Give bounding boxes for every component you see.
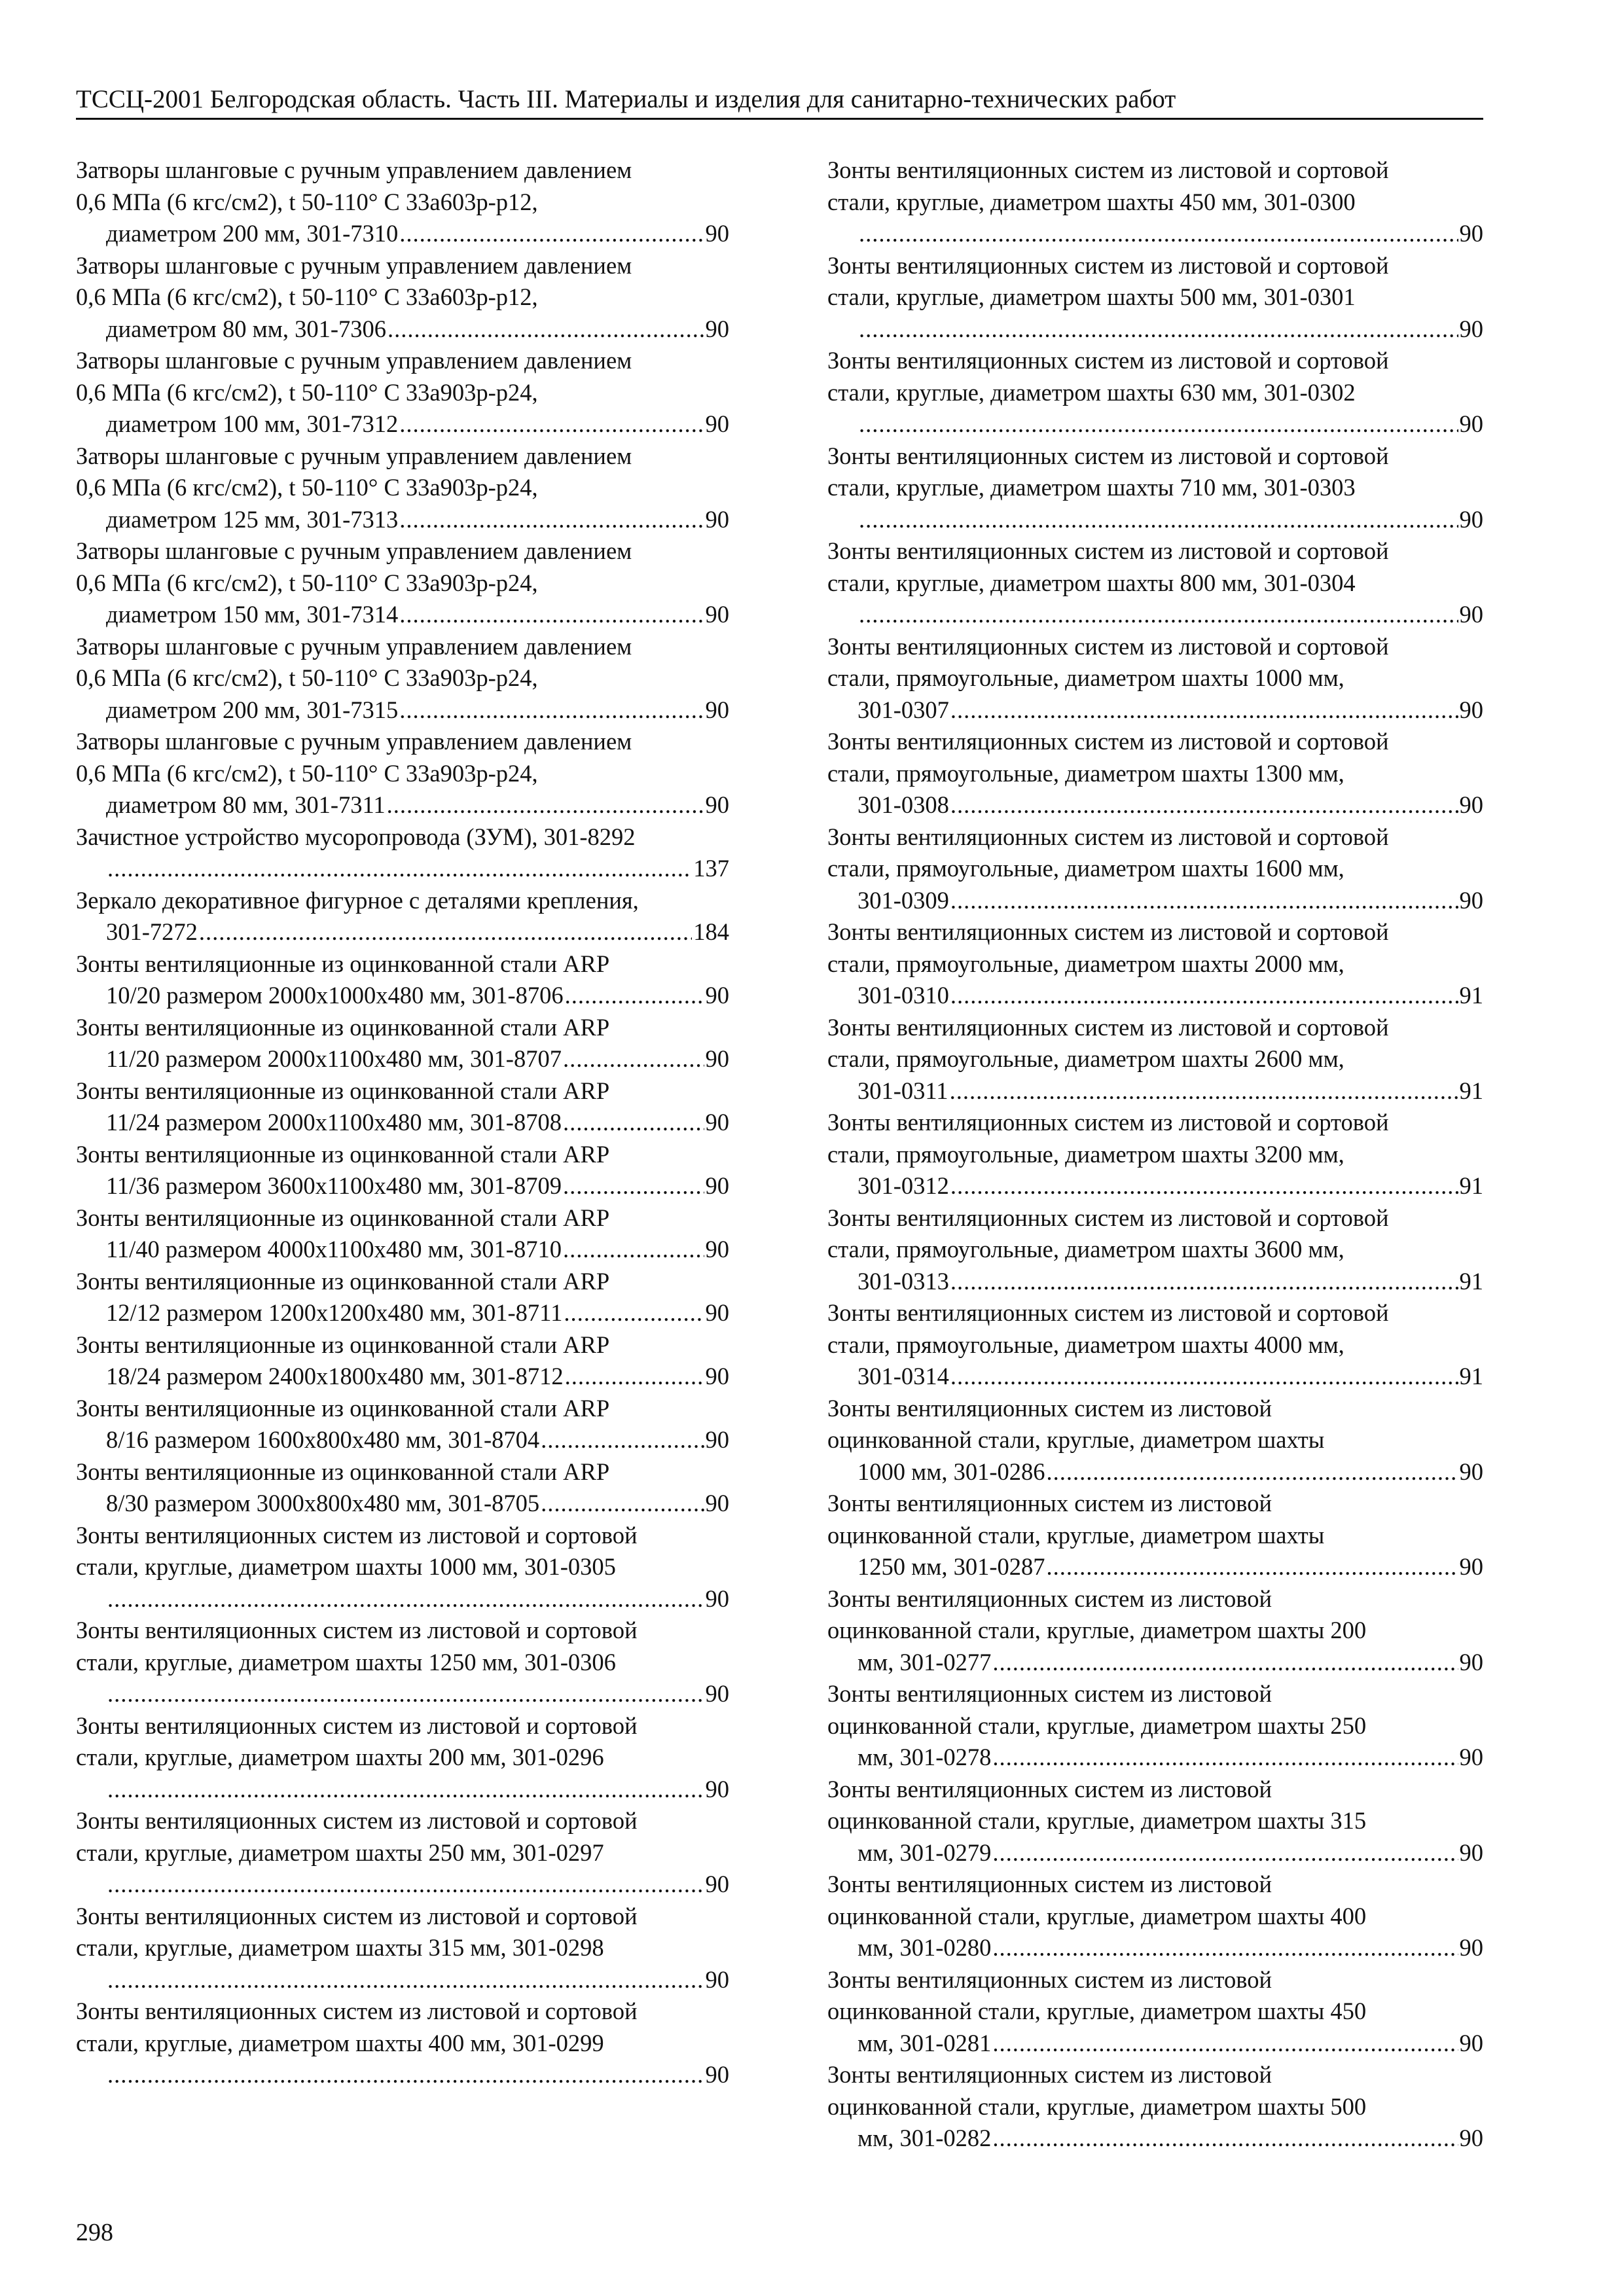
entry-page-ref: 90	[705, 982, 729, 1009]
entry-text-line: оцинкованной стали, круглые, диаметром шахты 400	[827, 1902, 1367, 1929]
dot-leader	[992, 2123, 1458, 2155]
entry-page-ref: 90	[1459, 1839, 1483, 1866]
entry-tail-line	[857, 1170, 1483, 1202]
entry-text-line: стали, прямоугольные, диаметром шахты 1000 мм,	[827, 664, 1344, 691]
entry-page-ref: 90	[705, 791, 729, 818]
entry-text-line: Зеркало декоративное фигурное с деталями крепления,	[76, 886, 639, 914]
entry-text-line: Зонты вентиляционные из оцинкованной стали ARP	[76, 1204, 610, 1231]
entry-tail-line	[106, 1107, 729, 1139]
entry-text-line: Зонты вентиляционные из оцинкованной стали ARP	[76, 1267, 610, 1295]
index-column-left	[76, 154, 729, 2091]
entry-tail-text: 8/30 размером 3000x800x480 мм, 301-8705	[106, 1490, 540, 1516]
entry-tail-line	[106, 1583, 729, 1615]
entry-page-ref: 91	[1459, 1172, 1483, 1199]
dot-leader	[859, 504, 1458, 536]
dot-leader	[992, 1647, 1458, 1679]
index-entry	[76, 1202, 729, 1266]
entry-page-ref: 137	[693, 855, 729, 882]
entry-text-line: 0,6 МПа (6 кгс/см2), t 50-110° С 33а903р-р24,	[76, 759, 538, 787]
dot-leader	[199, 916, 692, 948]
entry-text-line: Зонты вентиляционные из оцинкованной стали ARP	[76, 1013, 610, 1041]
dot-leader	[950, 1266, 1458, 1298]
index-entry	[76, 1996, 729, 2091]
dot-leader	[992, 1837, 1458, 1869]
entry-page-ref: 90	[705, 220, 729, 247]
dot-leader	[1046, 1456, 1458, 1488]
entry-tail-line	[857, 2123, 1483, 2155]
entry-page-ref: 90	[1459, 886, 1483, 914]
entry-page-ref: 90	[705, 1680, 729, 1707]
entry-page-ref: 90	[1459, 791, 1483, 818]
entry-tail-text: 301-0309	[857, 886, 949, 914]
entry-tail-text: 301-0314	[857, 1363, 949, 1390]
entry-page-ref: 91	[1459, 1363, 1483, 1390]
entry-text-line: Зонты вентиляционных систем из листовой и сортовой	[76, 1807, 638, 1834]
entry-text-line: стали, круглые, диаметром шахты 315 мм, 301-0298	[76, 1934, 604, 1961]
dot-leader	[399, 599, 704, 631]
entry-text-line: Зонты вентиляционных систем из листовой и сортовой	[827, 537, 1389, 564]
dot-leader	[563, 1043, 704, 1075]
entry-text-line: Зонты вентиляционных систем из листовой и сортовой	[827, 1013, 1389, 1041]
dot-leader	[388, 314, 704, 346]
entry-tail-line	[106, 1234, 729, 1266]
entry-tail-line	[857, 1456, 1483, 1488]
dot-leader	[107, 1964, 704, 1996]
entry-tail-line	[857, 789, 1483, 821]
dot-leader	[992, 2028, 1458, 2060]
dot-leader	[950, 885, 1458, 917]
entry-page-ref: 90	[1459, 410, 1483, 437]
entry-page-ref: 90	[705, 1426, 729, 1453]
entry-text-line: Зонты вентиляционные из оцинкованной стали ARP	[76, 1458, 610, 1485]
entry-text-line: 0,6 МПа (6 кгс/см2), t 50-110° С 33а603р-р12,	[76, 283, 538, 310]
index-entry	[76, 250, 729, 346]
entry-text-line: Зонты вентиляционные из оцинкованной стали ARP	[76, 1394, 610, 1422]
index-column-right	[827, 154, 1483, 2155]
entry-tail-line	[106, 789, 729, 821]
entry-text-line: Зонты вентиляционные из оцинкованной стали ARP	[76, 1140, 610, 1168]
entry-text-line: оцинкованной стали, круглые, диаметром шахты 500	[827, 2092, 1367, 2120]
entry-text-line: оцинкованной стали, круглые, диаметром шахты 250	[827, 1712, 1367, 1739]
entry-tail-text: 1000 мм, 301-0286	[857, 1458, 1045, 1485]
entry-text-line: стали, круглые, диаметром шахты 400 мм, 301-0299	[76, 2029, 604, 2056]
entry-text-line: Зонты вентиляционных систем из листовой и сортовой	[827, 632, 1389, 660]
entry-page-ref: 90	[705, 601, 729, 628]
dot-leader	[387, 789, 704, 821]
entry-tail-line	[106, 694, 729, 726]
entry-tail-text: 301-0311	[857, 1077, 948, 1104]
entry-tail-text: 1250 мм, 301-0287	[857, 1553, 1045, 1580]
entry-text-line: стали, круглые, диаметром шахты 200 мм, 301-0296	[76, 1744, 604, 1770]
entry-text-line: 0,6 МПа (6 кгс/см2), t 50-110° С 33а903р-р24,	[76, 474, 538, 501]
index-entry	[827, 1297, 1483, 1393]
entry-tail-line	[106, 980, 729, 1012]
entry-text-line: оцинкованной стали, круглые, диаметром шахты 450	[827, 1998, 1367, 2024]
entry-page-ref: 91	[1459, 1077, 1483, 1104]
running-header: ТССЦ-2001 Белгородская область. Часть III. Материалы и изделия для санитарно-технических работ	[76, 84, 1483, 120]
index-entry	[76, 1393, 729, 1456]
dot-leader	[107, 1583, 704, 1615]
entry-tail-text: 10/20 размером 2000x1000x480 мм, 301-8706	[106, 982, 564, 1009]
dot-leader	[399, 694, 704, 726]
entry-tail-line	[857, 1266, 1483, 1298]
entry-text-line: Зонты вентиляционных систем из листовой	[827, 2061, 1272, 2088]
index-entry	[76, 535, 729, 631]
entry-text-line: стали, прямоугольные, диаметром шахты 3600 мм,	[827, 1236, 1344, 1263]
index-entry	[76, 1456, 729, 1520]
entry-page-ref: 90	[1459, 315, 1483, 342]
entry-tail-line	[106, 1678, 729, 1710]
entry-text-line: стали, круглые, диаметром шахты 500 мм, 301-0301	[827, 283, 1356, 310]
dot-leader	[859, 599, 1458, 631]
entry-tail-line	[857, 885, 1483, 917]
entry-tail-line	[106, 1488, 729, 1520]
entry-text-line: Зонты вентиляционных систем из листовой и сортовой	[827, 442, 1389, 469]
entry-text-line: оцинкованной стали, круглые, диаметром шахты 315	[827, 1807, 1367, 1834]
entry-page-ref: 90	[705, 1775, 729, 1803]
index-entry	[827, 631, 1483, 726]
entry-page-ref: 90	[705, 410, 729, 437]
index-entry	[76, 1710, 729, 1806]
entry-tail-line	[857, 1742, 1483, 1774]
entry-text-line: Зонты вентиляционных систем из листовой и сортовой	[76, 1998, 638, 2024]
dot-leader	[399, 408, 704, 440]
dot-leader	[563, 1170, 704, 1202]
entry-text-line: Зонты вентиляционных систем из листовой и сортовой	[827, 347, 1389, 374]
index-entry	[827, 2059, 1483, 2155]
entry-page-ref: 90	[1459, 2125, 1483, 2151]
entry-tail-line	[106, 218, 729, 250]
entry-text-line: Зонты вентиляционных систем из листовой	[827, 1680, 1272, 1707]
entry-tail-line	[106, 408, 729, 440]
entry-text-line: 0,6 МПа (6 кгс/см2), t 50-110° С 33а903р-р24,	[76, 378, 538, 406]
entry-text-line: 0,6 МПа (6 кгс/см2), t 50-110° С 33а903р-р24,	[76, 664, 538, 691]
entry-text-line: Зонты вентиляционных систем из листовой и сортовой	[827, 823, 1389, 850]
index-entry	[827, 1488, 1483, 1583]
entry-text-line: Зонты вентиляционных систем из листовой	[827, 1871, 1272, 1897]
index-entry	[827, 440, 1483, 536]
entry-tail-text: мм, 301-0278	[857, 1744, 992, 1770]
entry-text-line: стали, круглые, диаметром шахты 800 мм, 301-0304	[827, 569, 1356, 596]
entry-tail-text: 301-0312	[857, 1172, 949, 1199]
index-entry	[827, 726, 1483, 821]
entry-text-line: стали, прямоугольные, диаметром шахты 4000 мм,	[827, 1331, 1344, 1358]
entry-tail-line	[857, 1075, 1483, 1107]
entry-tail-text: 12/12 размером 1200x1200x480 мм, 301-8711	[106, 1299, 563, 1326]
entry-page-ref: 90	[705, 1172, 729, 1199]
entry-tail-text: 301-0308	[857, 791, 949, 818]
entry-text-line: стали, круглые, диаметром шахты 450 мм, 301-0300	[827, 188, 1356, 215]
entry-page-ref: 90	[1459, 1553, 1483, 1580]
dot-leader	[992, 1742, 1458, 1774]
entry-page-ref: 90	[1459, 1744, 1483, 1770]
entry-page-ref: 90	[1459, 601, 1483, 628]
entry-page-ref: 90	[705, 1363, 729, 1390]
entry-tail-text: диаметром 100 мм, 301-7312	[106, 410, 399, 437]
entry-page-ref: 90	[705, 1585, 729, 1612]
entry-text-line: стали, прямоугольные, диаметром шахты 3200 мм,	[827, 1140, 1344, 1168]
entry-tail-text: диаметром 80 мм, 301-7306	[106, 315, 387, 342]
index-entry	[76, 631, 729, 726]
dot-leader	[950, 1170, 1458, 1202]
entry-text-line: стали, круглые, диаметром шахты 710 мм, 301-0303	[827, 474, 1356, 501]
entry-tail-line	[106, 1964, 729, 1996]
dot-leader	[950, 980, 1458, 1012]
entry-text-line: оцинкованной стали, круглые, диаметром шахты 200	[827, 1617, 1367, 1643]
entry-page-ref: 90	[705, 1299, 729, 1326]
entry-tail-text: диаметром 125 мм, 301-7313	[106, 505, 399, 533]
entry-text-line: 0,6 МПа (6 кгс/см2), t 50-110° С 33а903р-р24,	[76, 569, 538, 596]
index-entry	[827, 1012, 1483, 1107]
entry-text-line: Зонты вентиляционных систем из листовой и сортовой	[827, 1109, 1389, 1136]
dot-leader	[859, 218, 1458, 250]
index-entry	[76, 1139, 729, 1202]
index-entry	[76, 154, 729, 250]
entry-tail-line	[106, 314, 729, 346]
index-entry	[76, 345, 729, 440]
entry-page-ref: 90	[705, 505, 729, 533]
entry-page-ref: 90	[1459, 696, 1483, 723]
entry-tail-text: 18/24 размером 2400x1800x480 мм, 301-8712	[106, 1363, 564, 1390]
entry-tail-text: диаметром 150 мм, 301-7314	[106, 601, 399, 628]
entry-page-ref: 90	[705, 1965, 729, 1993]
page-number: 298	[76, 2219, 113, 2246]
entry-tail-line	[857, 980, 1483, 1012]
index-entry	[827, 535, 1483, 631]
index-entry	[827, 1393, 1483, 1488]
entry-tail-line	[857, 314, 1483, 346]
entry-text-line: Зонты вентиляционных систем из листовой	[827, 1490, 1272, 1516]
index-entry	[827, 154, 1483, 250]
entry-tail-text: мм, 301-0279	[857, 1839, 992, 1866]
dot-leader	[950, 1075, 1458, 1107]
entry-tail-line	[857, 1932, 1483, 1964]
entry-tail-line	[857, 1551, 1483, 1583]
dot-leader	[992, 1932, 1458, 1964]
entry-text-line: стали, прямоугольные, диаметром шахты 2600 мм,	[827, 1045, 1344, 1072]
entry-tail-line	[106, 1361, 729, 1393]
entry-text-line: Зонты вентиляционных систем из листовой и сортовой	[827, 1204, 1389, 1231]
entry-tail-line	[106, 1424, 729, 1456]
index-entry	[827, 345, 1483, 440]
index-entry	[827, 1202, 1483, 1298]
index-entry	[76, 1805, 729, 1901]
entry-tail-text: 301-0310	[857, 982, 949, 1009]
dot-leader	[107, 2059, 704, 2091]
entry-text-line: стали, прямоугольные, диаметром шахты 1300 мм,	[827, 759, 1344, 787]
index-entry	[76, 1901, 729, 1996]
entry-tail-line	[106, 1869, 729, 1901]
index-entry	[76, 821, 729, 885]
entry-text-line: Зачистное устройство мусоропровода (ЗУМ), 301-8292	[76, 823, 636, 850]
index-entry	[76, 1329, 729, 1393]
entry-text-line: Зонты вентиляционных систем из листовой и сортовой	[76, 1617, 638, 1643]
dot-leader	[541, 1488, 704, 1520]
entry-text-line: Зонты вентиляционных систем из листовой	[827, 1394, 1272, 1422]
entry-page-ref: 91	[1459, 1267, 1483, 1295]
dot-leader	[563, 1107, 704, 1139]
entry-tail-text: диаметром 80 мм, 301-7311	[106, 791, 386, 818]
dot-leader	[541, 1424, 704, 1456]
entry-text-line: 0,6 МПа (6 кгс/см2), t 50-110° С 33а603р-р12,	[76, 188, 538, 215]
index-entry	[827, 250, 1483, 346]
entry-tail-text: 11/36 размером 3600x1100x480 мм, 301-8709	[106, 1172, 562, 1199]
dot-leader	[859, 408, 1458, 440]
index-entry	[827, 916, 1483, 1012]
entry-page-ref: 90	[1459, 1458, 1483, 1485]
dot-leader	[107, 1869, 704, 1901]
index-entry	[827, 1869, 1483, 1964]
entry-tail-line	[857, 1647, 1483, 1679]
entry-tail-text: 11/40 размером 4000x1100x480 мм, 301-8710	[106, 1236, 562, 1263]
entry-text-line: стали, круглые, диаметром шахты 250 мм, 301-0297	[76, 1839, 604, 1866]
entry-tail-text: мм, 301-0281	[857, 2029, 992, 2056]
index-entry	[827, 821, 1483, 917]
entry-tail-text: мм, 301-0280	[857, 1934, 992, 1961]
dot-leader	[565, 980, 704, 1012]
entry-text-line: стали, круглые, диаметром шахты 1000 мм, 301-0305	[76, 1553, 616, 1580]
index-entry	[76, 1615, 729, 1710]
entry-text-line: Затворы шланговые с ручным управлением давлением	[76, 632, 632, 660]
entry-tail-line	[857, 2028, 1483, 2060]
entry-tail-line	[857, 218, 1483, 250]
entry-page-ref: 90	[705, 1490, 729, 1516]
entry-page-ref: 90	[705, 1045, 729, 1072]
entry-text-line: Затворы шланговые с ручным управлением давлением	[76, 728, 632, 755]
entry-text-line: Зонты вентиляционных систем из листовой и сортовой	[76, 1902, 638, 1929]
entry-text-line: Затворы шланговые с ручным управлением давлением	[76, 347, 632, 374]
entry-tail-text: 11/20 размером 2000x1100x480 мм, 301-8707	[106, 1045, 562, 1072]
entry-text-line: Зонты вентиляционных систем из листовой и сортовой	[827, 156, 1389, 183]
entry-text-line: Зонты вентиляционных систем из листовой и сортовой	[827, 728, 1389, 755]
dot-leader	[1046, 1551, 1458, 1583]
index-entry	[76, 1012, 729, 1075]
entry-tail-line	[106, 1170, 729, 1202]
index-entry	[76, 885, 729, 948]
index-entry	[827, 1583, 1483, 1679]
entry-tail-line	[857, 1361, 1483, 1393]
entry-tail-line	[106, 2059, 729, 2091]
entry-text-line: Зонты вентиляционных систем из листовой и сортовой	[76, 1521, 638, 1549]
entry-tail-text: 301-0313	[857, 1267, 949, 1295]
entry-text-line: Затворы шланговые с ручным управлением давлением	[76, 251, 632, 279]
entry-tail-text: мм, 301-0277	[857, 1648, 992, 1676]
entry-tail-line	[106, 599, 729, 631]
dot-leader	[950, 1361, 1458, 1393]
entry-text-line: стали, круглые, диаметром шахты 630 мм, 301-0302	[827, 378, 1356, 406]
entry-text-line: Зонты вентиляционных систем из листовой и сортовой	[827, 251, 1389, 279]
index-entry	[76, 1266, 729, 1329]
entry-tail-line	[106, 853, 729, 885]
entry-page-ref: 90	[1459, 505, 1483, 533]
dot-leader	[950, 694, 1458, 726]
entry-text-line: стали, прямоугольные, диаметром шахты 2000 мм,	[827, 950, 1344, 977]
index-entry	[76, 1520, 729, 1615]
index-entry	[827, 1107, 1483, 1202]
entry-page-ref: 90	[705, 1109, 729, 1136]
entry-tail-line	[857, 504, 1483, 536]
dot-leader	[107, 1774, 704, 1806]
entry-tail-line	[857, 408, 1483, 440]
entry-page-ref: 90	[705, 315, 729, 342]
entry-page-ref: 90	[1459, 2029, 1483, 2056]
entry-text-line: Затворы шланговые с ручным управлением давлением	[76, 537, 632, 564]
dot-leader	[564, 1297, 704, 1329]
entry-text-line: Зонты вентиляционных систем из листовой	[827, 1585, 1272, 1612]
entry-text-line: оцинкованной стали, круглые, диаметром шахты	[827, 1521, 1325, 1549]
entry-text-line: Зонты вентиляционных систем из листовой и сортовой	[827, 918, 1389, 945]
entry-text-line: Зонты вентиляционных систем из листовой и сортовой	[76, 1712, 638, 1739]
dot-leader	[107, 853, 692, 885]
dot-leader	[565, 1361, 704, 1393]
entry-tail-text: диаметром 200 мм, 301-7310	[106, 220, 399, 247]
entry-tail-line	[106, 1774, 729, 1806]
entry-page-ref: 90	[1459, 1648, 1483, 1676]
entry-text-line: Зонты вентиляционные из оцинкованной стали ARP	[76, 1331, 610, 1358]
entry-text-line: Затворы шланговые с ручным управлением давлением	[76, 156, 632, 183]
entry-page-ref: 90	[1459, 1934, 1483, 1961]
dot-leader	[950, 789, 1458, 821]
entry-tail-line	[106, 916, 729, 948]
entry-text-line: Зонты вентиляционные из оцинкованной стали ARP	[76, 1077, 610, 1104]
entry-tail-text: 301-0307	[857, 696, 949, 723]
entry-text-line: оцинкованной стали, круглые, диаметром шахты	[827, 1426, 1325, 1453]
entry-tail-text: диаметром 200 мм, 301-7315	[106, 696, 399, 723]
dot-leader	[399, 218, 704, 250]
entry-text-line: Зонты вентиляционных систем из листовой	[827, 1965, 1272, 1993]
entry-text-line: Зонты вентиляционных систем из листовой и сортовой	[827, 1299, 1389, 1326]
entry-tail-line	[857, 599, 1483, 631]
entry-page-ref: 90	[1459, 220, 1483, 247]
entry-tail-line	[857, 694, 1483, 726]
index-entry	[76, 440, 729, 536]
entry-tail-text: 301-7272	[106, 918, 198, 945]
index-entry	[827, 1774, 1483, 1869]
index-entry	[827, 1964, 1483, 2060]
entry-tail-line	[106, 504, 729, 536]
index-entry	[76, 726, 729, 821]
entry-page-ref: 90	[705, 696, 729, 723]
entry-tail-text: 11/24 размером 2000x1100x480 мм, 301-8708	[106, 1109, 562, 1136]
entry-page-ref: 90	[705, 2061, 729, 2088]
entry-page-ref: 90	[705, 1236, 729, 1263]
entry-page-ref: 91	[1459, 982, 1483, 1009]
dot-leader	[859, 314, 1458, 346]
index-entry	[827, 1678, 1483, 1774]
index-entry	[76, 948, 729, 1012]
dot-leader	[107, 1678, 704, 1710]
entry-page-ref: 184	[693, 918, 729, 945]
entry-tail-text: мм, 301-0282	[857, 2125, 992, 2151]
entry-tail-text: 8/16 размером 1600x800x480 мм, 301-8704	[106, 1426, 540, 1453]
entry-text-line: Зонты вентиляционные из оцинкованной стали ARP	[76, 950, 610, 977]
dot-leader	[563, 1234, 704, 1266]
entry-text-line: Затворы шланговые с ручным управлением давлением	[76, 442, 632, 469]
entry-text-line: стали, круглые, диаметром шахты 1250 мм, 301-0306	[76, 1648, 616, 1676]
dot-leader	[399, 504, 704, 536]
entry-tail-line	[857, 1837, 1483, 1869]
entry-text-line: стали, прямоугольные, диаметром шахты 1600 мм,	[827, 855, 1344, 882]
index-entry	[76, 1075, 729, 1139]
entry-text-line: Зонты вентиляционных систем из листовой	[827, 1775, 1272, 1803]
entry-tail-line	[106, 1043, 729, 1075]
entry-tail-line	[106, 1297, 729, 1329]
entry-page-ref: 90	[705, 1871, 729, 1897]
